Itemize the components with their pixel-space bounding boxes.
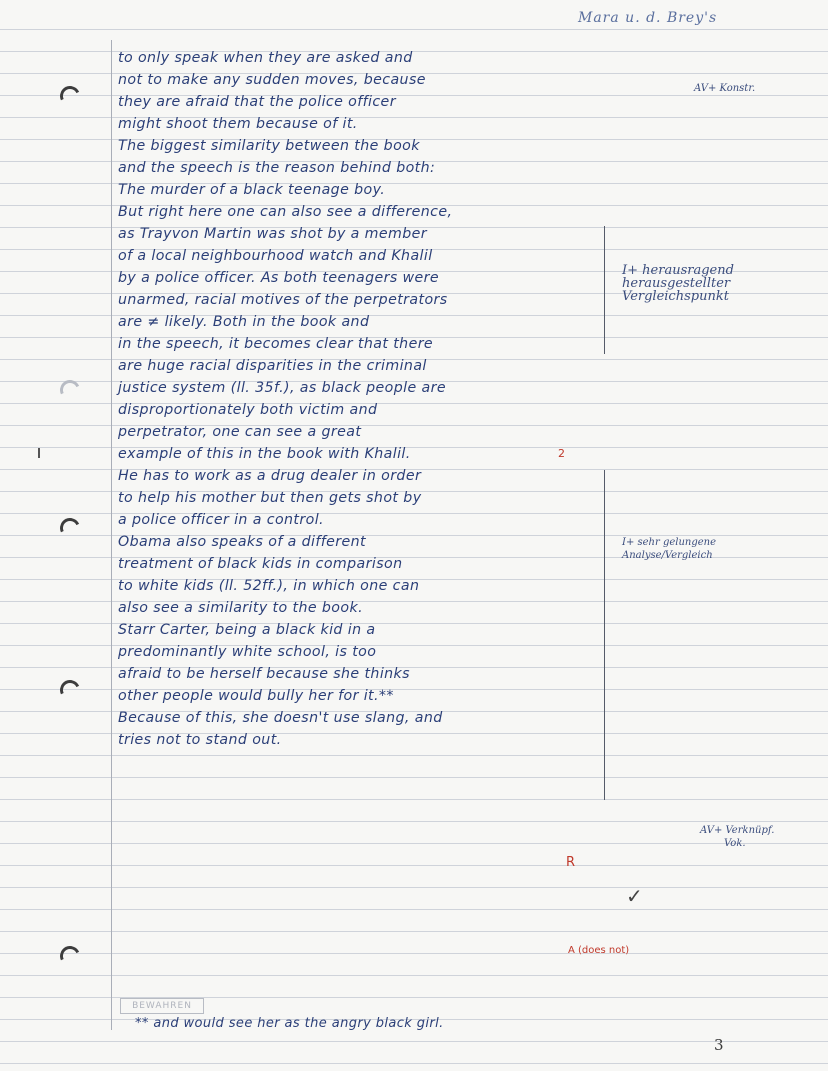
text-line: might shoot them because of it. [118, 116, 358, 132]
text-line: Obama also speaks of a different [118, 534, 367, 550]
text-line: also see a similarity to the book. [118, 600, 363, 616]
text-line: predominantly white school, is too [118, 644, 377, 660]
text-line: perpetrator, one can see a great [118, 424, 362, 440]
text-line: tries not to stand out. [118, 732, 282, 748]
text-line: by a police officer. As both teenagers were [118, 270, 440, 286]
text-line: are ≠ likely. Both in the book and [118, 314, 370, 330]
comment-line: herausgestellter [622, 276, 731, 291]
text-line: to white kids (ll. 52ff.), in which one can [118, 578, 420, 594]
comment-line: Analyse/Vergleich [622, 550, 713, 561]
comment-line: I+ herausragend [622, 263, 734, 278]
comment-line: Vok. [724, 838, 746, 849]
text-line: not to make any sudden moves, because [118, 72, 426, 88]
stamp: BEWAHREN [120, 998, 204, 1014]
margin-comment-4 [700, 824, 774, 850]
text-line: disproportionately both victim and [118, 402, 378, 418]
text-line: they are afraid that the police officer [118, 94, 396, 110]
comment-line: Vergleichspunkt [622, 289, 729, 304]
text-line: Starr Carter, being a black kid in a [118, 622, 376, 638]
text-line: treatment of black kids in comparison [118, 556, 403, 572]
margin-comment-3 [622, 536, 716, 562]
grade-mark-2: 2 [558, 447, 565, 460]
text-line: to help his mother but then gets shot by [118, 490, 422, 506]
page-number: 3 [714, 1036, 724, 1054]
text-line: a police officer in a control. [118, 512, 324, 528]
text-line: of a local neighbourhood watch and Khalil [118, 248, 433, 264]
essay-body [118, 47, 588, 751]
text-line: The murder of a black teenage boy. [118, 182, 386, 198]
author-header: Mara u. d. Brey's [578, 10, 718, 26]
text-line: afraid to be herself because she thinks [118, 666, 410, 682]
text-line: Because of this, she doesn't use slang, and [118, 710, 443, 726]
text-line: The biggest similarity between the book [118, 138, 420, 154]
text-line: But right here one can also see a difference, [118, 204, 453, 220]
text-line: as Trayvon Martin was shot by a member [118, 226, 428, 242]
margin-line [111, 40, 112, 1030]
comment-line: AV+ Verknüpf. [700, 825, 775, 836]
text-line: unarmed, racial motives of the perpetrators [118, 292, 448, 308]
footnote: ** and would see her as the angry black girl. [135, 1016, 444, 1031]
text-line: and the speech is the reason behind both: [118, 160, 436, 176]
text-line: He has to work as a drug dealer in order [118, 468, 422, 484]
margin-comment-2 [622, 264, 734, 303]
text-line: in the speech, it becomes clear that there [118, 336, 434, 352]
margin-comment-1: AV+ Konstr. [694, 83, 756, 94]
comment-bracket-2 [604, 470, 605, 800]
text-line: justice system (ll. 35f.), as black people are [118, 380, 446, 396]
text-line: to only speak when they are asked and [118, 50, 413, 66]
grade-mark-r: R [566, 855, 576, 870]
checkmark-icon: ✓ [626, 884, 643, 908]
edge-mark [38, 448, 40, 458]
text-line: are huge racial disparities in the criminal [118, 358, 427, 374]
margin-comment-5: A (does not) [568, 945, 630, 956]
text-line: other people would bully her for it.** [118, 688, 394, 704]
comment-bracket-1 [604, 226, 605, 354]
text-line: example of this in the book with Khalil. [118, 446, 411, 462]
comment-line: I+ sehr gelungene [622, 537, 717, 548]
